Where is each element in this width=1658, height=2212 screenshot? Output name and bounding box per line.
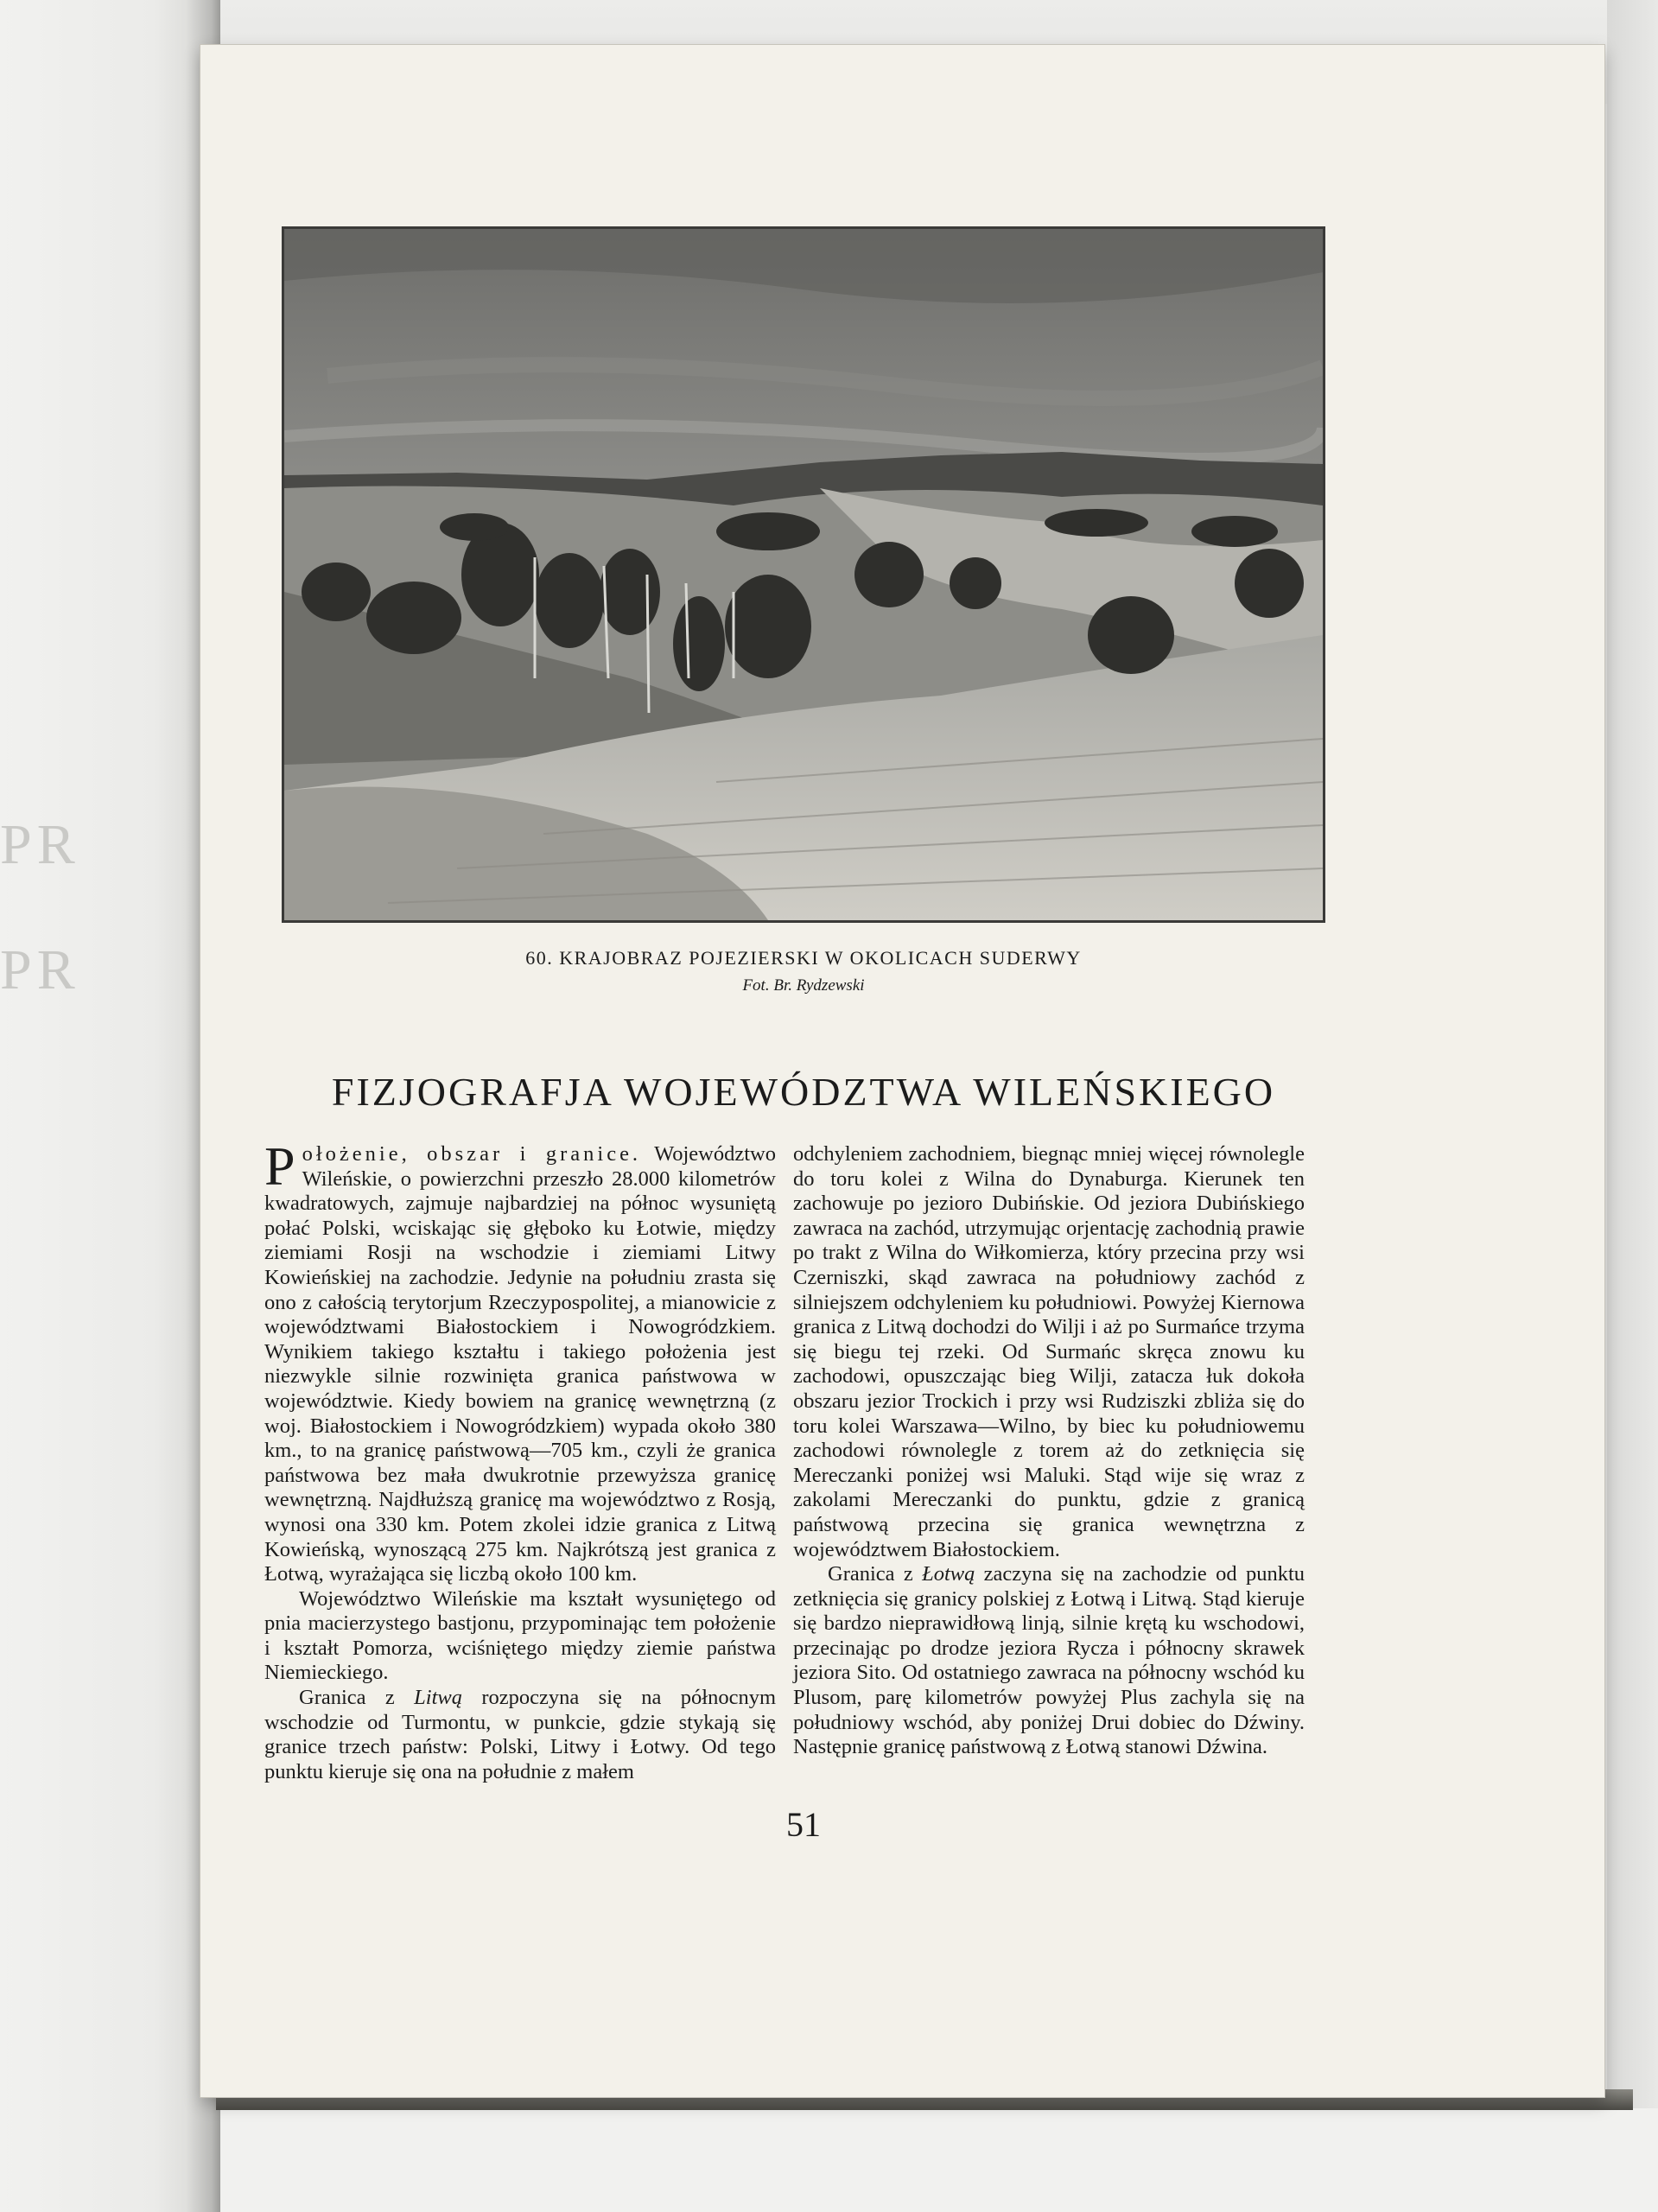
landscape-photo xyxy=(282,226,1325,923)
italic-term: Litwą xyxy=(414,1686,463,1710)
italic-term: Łotwą xyxy=(922,1562,975,1586)
background-bottom xyxy=(0,2108,1658,2212)
text-column-right xyxy=(793,1142,1305,1799)
landscape-photo-icon xyxy=(284,229,1323,920)
paragraph: Województwo Wileńskie ma kształt wysuniętego od pnia macierzystego bastjonu, przypominając tem położenie i kształt Pomorza, wciśniętego między ziemie państwa Niemieckiego. xyxy=(264,1586,776,1685)
paragraph-text: rozpoczyna się na północnym wschodzie od Turmontu, w punkcie, gdzie stykają się granice trzech państw: Polski, Litwy i Łotwy. Od tego punktu kieruje się ona na południe z małem xyxy=(264,1686,777,1783)
show-through-text: PR xyxy=(0,938,80,1001)
photo-credit: Fot. Br. Rydzewski xyxy=(742,976,865,995)
paragraph-lead: ołożenie, obszar i granice. xyxy=(302,1142,642,1166)
background-right xyxy=(1607,0,1658,2212)
paragraph xyxy=(264,1135,776,1587)
paragraph-text: Województwo Wileńskie, o powierzchni przeszło 28.000 kilometrów kwadratowych, zajmuje najbardziej na północ wysuniętą połać Polski, wciskając się głęboko ku Łotwie, między ziemiami Rosji na wschodzie i ziemiami Litwy Kowieńskiej na zachodzie. Jedynie na południu zrasta się ono z całością terytorjum Rzeczypospolitej, a mianowicie z województwami Białostockiem i Nowogródzkiem. Wynikiem takiego kształtu i takiego położenia jest niezwykle silnie rozwinięta granica państwowa w województwie. Kiedy bowiem na granicę wewnętrzną (z woj. Białostockiem i Nowogródzkiem) wypada około 380 km., to na granicę państwową—705 km., czyli że granica państwowa bez mała dwukrotnie przewyższa granicę wewnętrzną. Najdłuższą granicę ma województwo z Rosją, wynosi ona 330 km. Potem zkolei idzie granica z Litwą Kowieńską, wynoszącą 275 km. Najkrótszą jest granica z Łotwą, wyrażająca się liczbą około 100 km. xyxy=(264,1142,776,1586)
paragraph: odchyleniem zachodniem, biegnąc mniej więcej równolegle do toru kolei z Wilna do Dynaburga. Kierunek ten zachowuje po jezioro Dubińskie. Od jeziora Dubińskiego zawraca na zachód, utrzymując orjentację zachodnią prawie po trakt z Wilna do Wiłkomierza, który przecina przy wsi Czerniszki, skąd zawraca na południowy zachód z silniejszem odchyleniem ku południowi. Powyżej Kiernowa granica z Litwą dochodzi do Wilji i aż po Surmańce trzyma się biegu tej rzeki. Od Surmańc skręca znowu ku zachodowi, opuszczając bieg Wilji, zatacza łuk dokoła obszaru jezior Trockich i przy wsi Rudziszki zbliża się do toru kolei Warszawa—Wilno, by biec ku południowemu zachodowi równolegle z torem aż do zetknięcia się Mereczanki poniżej wsi Maluki. Stąd wije się wraz z zakolami Mereczanki do punktu, gdzie z granicą państwową przecina się granica wewnętrzna z województwem Białostockiem. xyxy=(793,1142,1305,1561)
figure-caption: 60. KRAJOBRAZ POJEZIERSKI W OKOLICACH SUDERWY xyxy=(525,947,1082,969)
paragraph-text: zaczyna się na zachodzie od punktu zetknięcia się granicy polskiej z Łotwą i Litwą. Stąd kieruje się bardzo nieprawidłową linją, silnie krętą ku wschodowi, przecinając po drodze jeziora Rycza i północny skrawek jeziora Sito. Od ostatniego zawraca na północny wschód ku Plusom, parę kilometrów powyżej Plus zachyla się na południowy wschód, aby poniżej Drui dobiec do Dźwiny. Następnie granicę państwową z Łotwą stanowi Dźwina. xyxy=(793,1562,1305,1759)
drop-cap: P xyxy=(264,1135,295,1197)
paragraph xyxy=(793,1562,1305,1760)
page-number: 51 xyxy=(786,1805,821,1844)
text-column-left xyxy=(264,1135,777,1799)
article-title: FIZJOGRAFJA WOJEWÓDZTWA WILEŃSKIEGO xyxy=(331,1070,1276,1114)
show-through-text: PR xyxy=(0,813,80,876)
paragraph-text: Granica z xyxy=(828,1562,923,1586)
paragraph xyxy=(264,1686,776,1784)
paragraph-text: Granica z xyxy=(299,1686,415,1710)
